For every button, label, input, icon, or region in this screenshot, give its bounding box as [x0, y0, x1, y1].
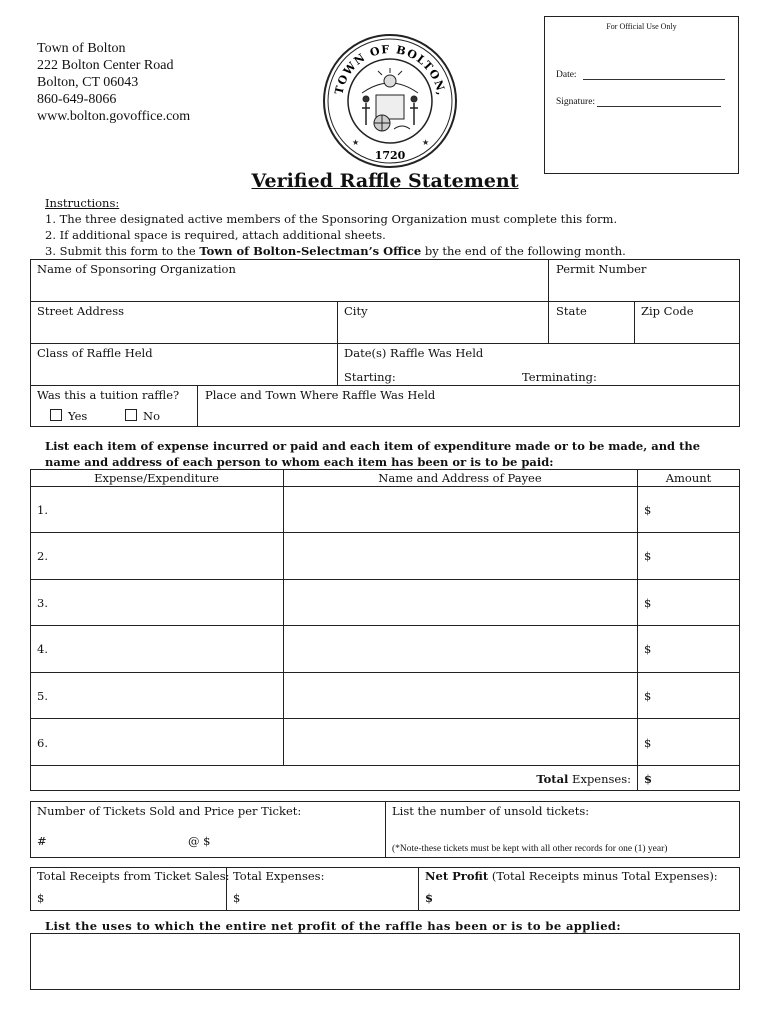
expense-row-2[interactable]: 2.	[37, 549, 48, 563]
signature-field[interactable]	[597, 96, 721, 107]
unsold-tickets-note: (*Note-these tickets must be kept with all other records for one (1) year)	[392, 844, 668, 854]
unsold-tickets-field[interactable]: List the number of unsold tickets:	[392, 804, 590, 818]
address-line-4: 860-649-8066	[37, 92, 117, 107]
zip-code-field[interactable]: Zip Code	[641, 304, 694, 318]
col-amount-header: Amount	[665, 471, 712, 485]
instructions	[45, 195, 626, 259]
net-profit-uses-label: List the uses to which the entire net profit of the raffle has been or is to be applied:	[45, 919, 622, 933]
seal-year: 1720	[374, 149, 406, 162]
tuition-no-checkbox[interactable]: No	[125, 409, 160, 423]
instruction-2: 2. If additional space is required, attach additional sheets.	[45, 228, 386, 242]
signature-label: Signature:	[556, 97, 596, 107]
checkbox-icon	[50, 409, 62, 421]
place-town-field[interactable]: Place and Town Where Raffle Was Held	[205, 388, 436, 402]
net-profit-field[interactable]: $	[425, 891, 434, 905]
tickets-count-field[interactable]: #	[37, 834, 47, 848]
expense-row-4[interactable]: 4.	[37, 642, 48, 656]
amount-field-1[interactable]: $	[644, 503, 652, 517]
instruction-1: 1. The three designated active members of the Sponsoring Organization must complete this form.	[45, 212, 618, 226]
address-line-1: Town of Bolton	[37, 41, 126, 56]
date-field[interactable]	[583, 69, 725, 80]
svg-text:TOWN OF BOLTON, CONNECTICUT	[322, 33, 448, 102]
total-expenses-field[interactable]: $	[644, 772, 653, 786]
org-name-field[interactable]: Name of Sponsoring Organization	[37, 262, 236, 276]
tuition-yes-checkbox[interactable]: Yes	[50, 409, 87, 423]
expense-row-3[interactable]: 3.	[37, 596, 48, 610]
amount-field-6[interactable]: $	[644, 736, 652, 750]
total-receipts-label: Total Receipts from Ticket Sales:	[37, 869, 230, 883]
expense-table	[30, 469, 740, 791]
expense-row-6[interactable]: 6.	[37, 736, 48, 750]
amount-field-5[interactable]: $	[644, 689, 652, 703]
col-expense-header: Expense/Expenditure	[94, 471, 219, 485]
expense-instructions: List each item of expense incurred or paid and each item of expenditure made or to be made, and the name and address of each person to whom each item has been or is to be paid:	[45, 439, 701, 469]
amount-field-4[interactable]: $	[644, 642, 652, 656]
net-profit-label: Net Profit (Total Receipts minus Total Expenses):	[425, 869, 718, 883]
signature-line	[556, 96, 721, 107]
net-profit-uses-field[interactable]	[30, 933, 740, 990]
amount-field-3[interactable]: $	[644, 596, 652, 610]
expense-row-5[interactable]: 5.	[37, 689, 48, 703]
instructions-heading: Instructions:	[45, 196, 120, 210]
date-line	[556, 69, 725, 80]
street-address-field[interactable]: Street Address	[37, 304, 125, 318]
page-title: Verified Raffle Statement	[251, 170, 519, 192]
city-field[interactable]: City	[344, 304, 368, 318]
raffle-dates-label: Date(s) Raffle Was Held	[344, 346, 484, 360]
seal-text: TOWN OF BOLTON,	[332, 42, 448, 98]
tuition-raffle-label: Was this a tuition raffle?	[37, 388, 180, 402]
total-receipts-field[interactable]: $	[37, 891, 45, 905]
address-line-2: 222 Bolton Center Road	[37, 58, 174, 73]
col-payee-header: Name and Address of Payee	[378, 471, 542, 485]
checkbox-icon	[125, 409, 137, 421]
address-line-3: Bolton, CT 06043	[37, 75, 139, 90]
date-label: Date:	[556, 70, 577, 80]
official-use-label: For Official Use Only	[606, 22, 677, 31]
ticket-price-field[interactable]: @ $	[188, 834, 211, 848]
amount-field-2[interactable]: $	[644, 549, 652, 563]
raffle-class-field[interactable]: Class of Raffle Held	[37, 346, 153, 360]
expense-row-1[interactable]: 1.	[37, 503, 48, 517]
starting-date-field[interactable]: Starting:	[344, 370, 396, 384]
svg-text:★: ★	[422, 138, 430, 147]
terminating-date-field[interactable]: Terminating:	[522, 370, 597, 384]
town-seal	[322, 33, 458, 169]
permit-number-field[interactable]: Permit Number	[556, 262, 647, 276]
instruction-3: 3. Submit this form to the Town of Bolton-Selectman’s Office by the end of the following month.	[45, 244, 626, 258]
town-address	[37, 40, 190, 125]
address-line-5: www.bolton.govoffice.com	[37, 109, 191, 124]
receipts-total-expenses-label: Total Expenses:	[233, 869, 325, 883]
total-expenses-label: Total Expenses:	[536, 772, 631, 786]
state-field[interactable]: State	[556, 304, 587, 318]
receipts-total-expenses-field[interactable]: $	[233, 891, 241, 905]
tickets-sold-label: Number of Tickets Sold and Price per Ticket:	[37, 804, 302, 818]
svg-text:★: ★	[352, 138, 360, 147]
official-use-box	[544, 16, 739, 174]
